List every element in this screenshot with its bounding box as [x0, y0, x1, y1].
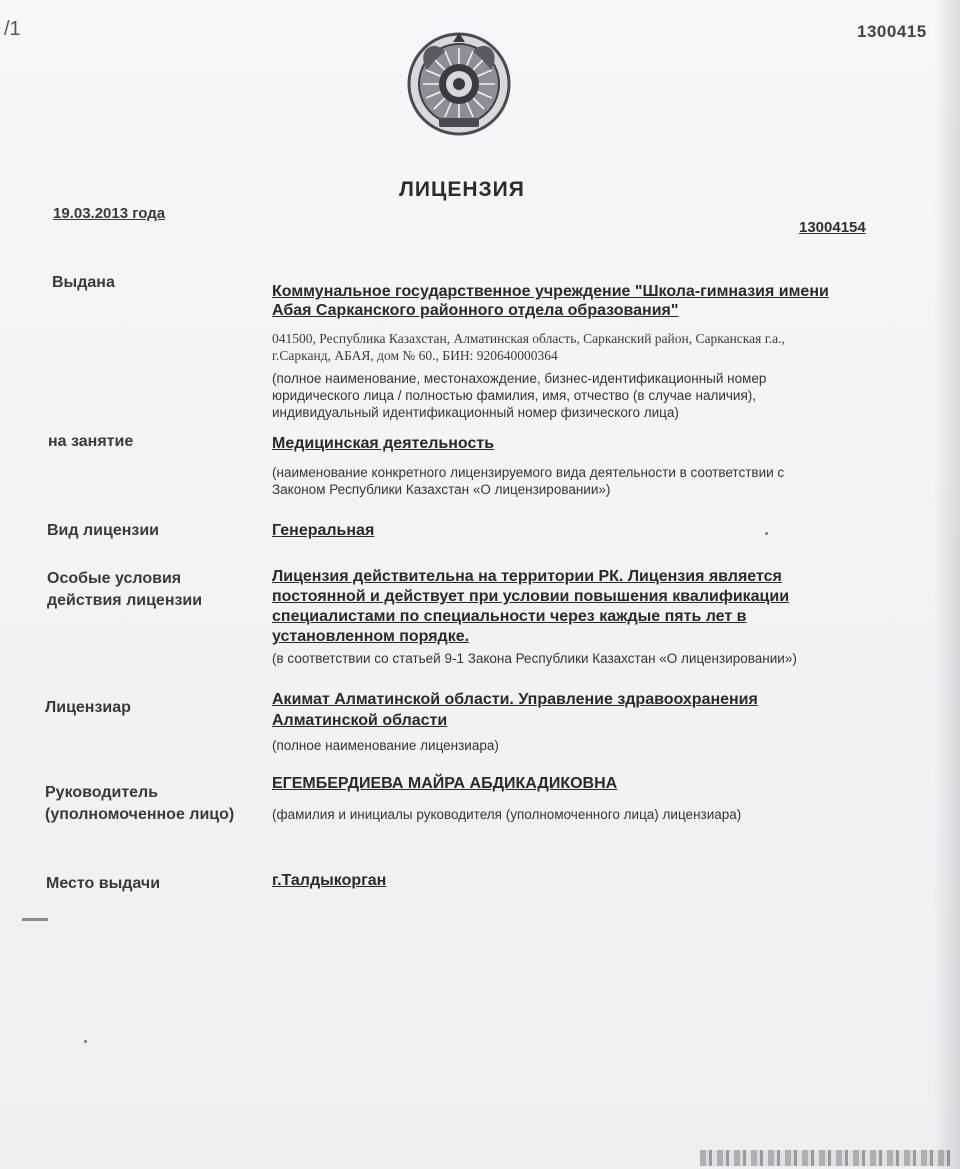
license-number: 13004154: [799, 219, 866, 236]
head-label-line2: (уполномоченное лицо): [45, 806, 235, 823]
state-emblem-icon: [405, 30, 513, 138]
special-conditions-label-line1: Особые условия: [47, 570, 182, 587]
issued-to-note-line3: индивидуальный идентификационный номер физического лица): [272, 405, 679, 420]
issued-to-value-line1: Коммунальное государственное учреждение "Школа-гимназия имени: [272, 283, 829, 300]
head-value: ЕГЕМБЕРДИЕВА МАЙРА АБДИКАДИКОВНА: [272, 775, 618, 792]
issued-to-note-line1: (полное наименование, местонахождение, бизнес-идентификационный номер: [272, 371, 767, 386]
place-value: г.Талдыкорган: [272, 872, 387, 889]
licensor-value-line1: Акимат Алматинской области. Управление здравоохранения: [272, 691, 758, 708]
special-conditions-value-line1: Лицензия действительна на территории РК. Лицензия является: [272, 568, 782, 585]
scan-edge-shadow: [934, 0, 960, 1169]
special-conditions-label-line2: действия лицензии: [47, 592, 203, 609]
corner-page-mark: /1: [4, 18, 21, 40]
license-type-value: Генеральная: [272, 522, 375, 539]
special-conditions-value-line3: специалистами по специальности через каждые пять лет в: [272, 608, 747, 625]
issued-to-address-line2: г.Сарканд, АБАЯ, дом № 60., БИН: 920640000364: [272, 348, 558, 363]
issued-to-label: Выдана: [52, 274, 115, 291]
issue-date: 19.03.2013 года: [53, 205, 166, 222]
special-conditions-note: (в соответствии со статьей 9-1 Закона Республики Казахстан «О лицензировании»): [272, 651, 797, 666]
activity-note-line2: Законом Республики Казахстан «О лицензировании»): [272, 482, 611, 497]
scan-speck: [84, 1040, 87, 1043]
scan-bottom-artifact: [700, 1150, 950, 1166]
activity-label: на занятие: [48, 433, 134, 450]
top-serial-number: 1300415: [857, 22, 927, 41]
special-conditions-value-line2: постоянной и действует при условии повышения квалификации: [272, 588, 790, 605]
scan-mark: [22, 918, 48, 921]
scan-speck: [765, 532, 768, 535]
licensor-value-line2: Алматинской области: [272, 712, 448, 729]
special-conditions-value-line4: установленном порядке.: [272, 628, 470, 645]
activity-note-line1: (наименование конкретного лицензируемого вида деятельности в соответствии с: [272, 465, 785, 480]
licensor-label: Лицензиар: [45, 699, 131, 716]
license-type-label: Вид лицензии: [47, 522, 160, 539]
document-title: ЛИЦЕНЗИЯ: [399, 178, 525, 201]
activity-value: Медицинская деятельность: [272, 435, 495, 452]
head-note: (фамилия и инициалы руководителя (уполномоченного лица) лицензиара): [272, 807, 742, 822]
issued-to-address-line1: 041500, Республика Казахстан, Алматинская область, Сарканский район, Сарканская г.а.,: [272, 331, 785, 346]
licensor-note: (полное наименование лицензиара): [272, 738, 499, 753]
head-label-line1: Руководитель: [45, 784, 159, 801]
place-label: Место выдачи: [46, 875, 161, 892]
issued-to-value-line2: Абая Сарканского районного отдела образования": [272, 302, 679, 319]
issued-to-note-line2: юридического лица / полностью фамилия, имя, отчество (в случае наличия),: [272, 388, 757, 403]
